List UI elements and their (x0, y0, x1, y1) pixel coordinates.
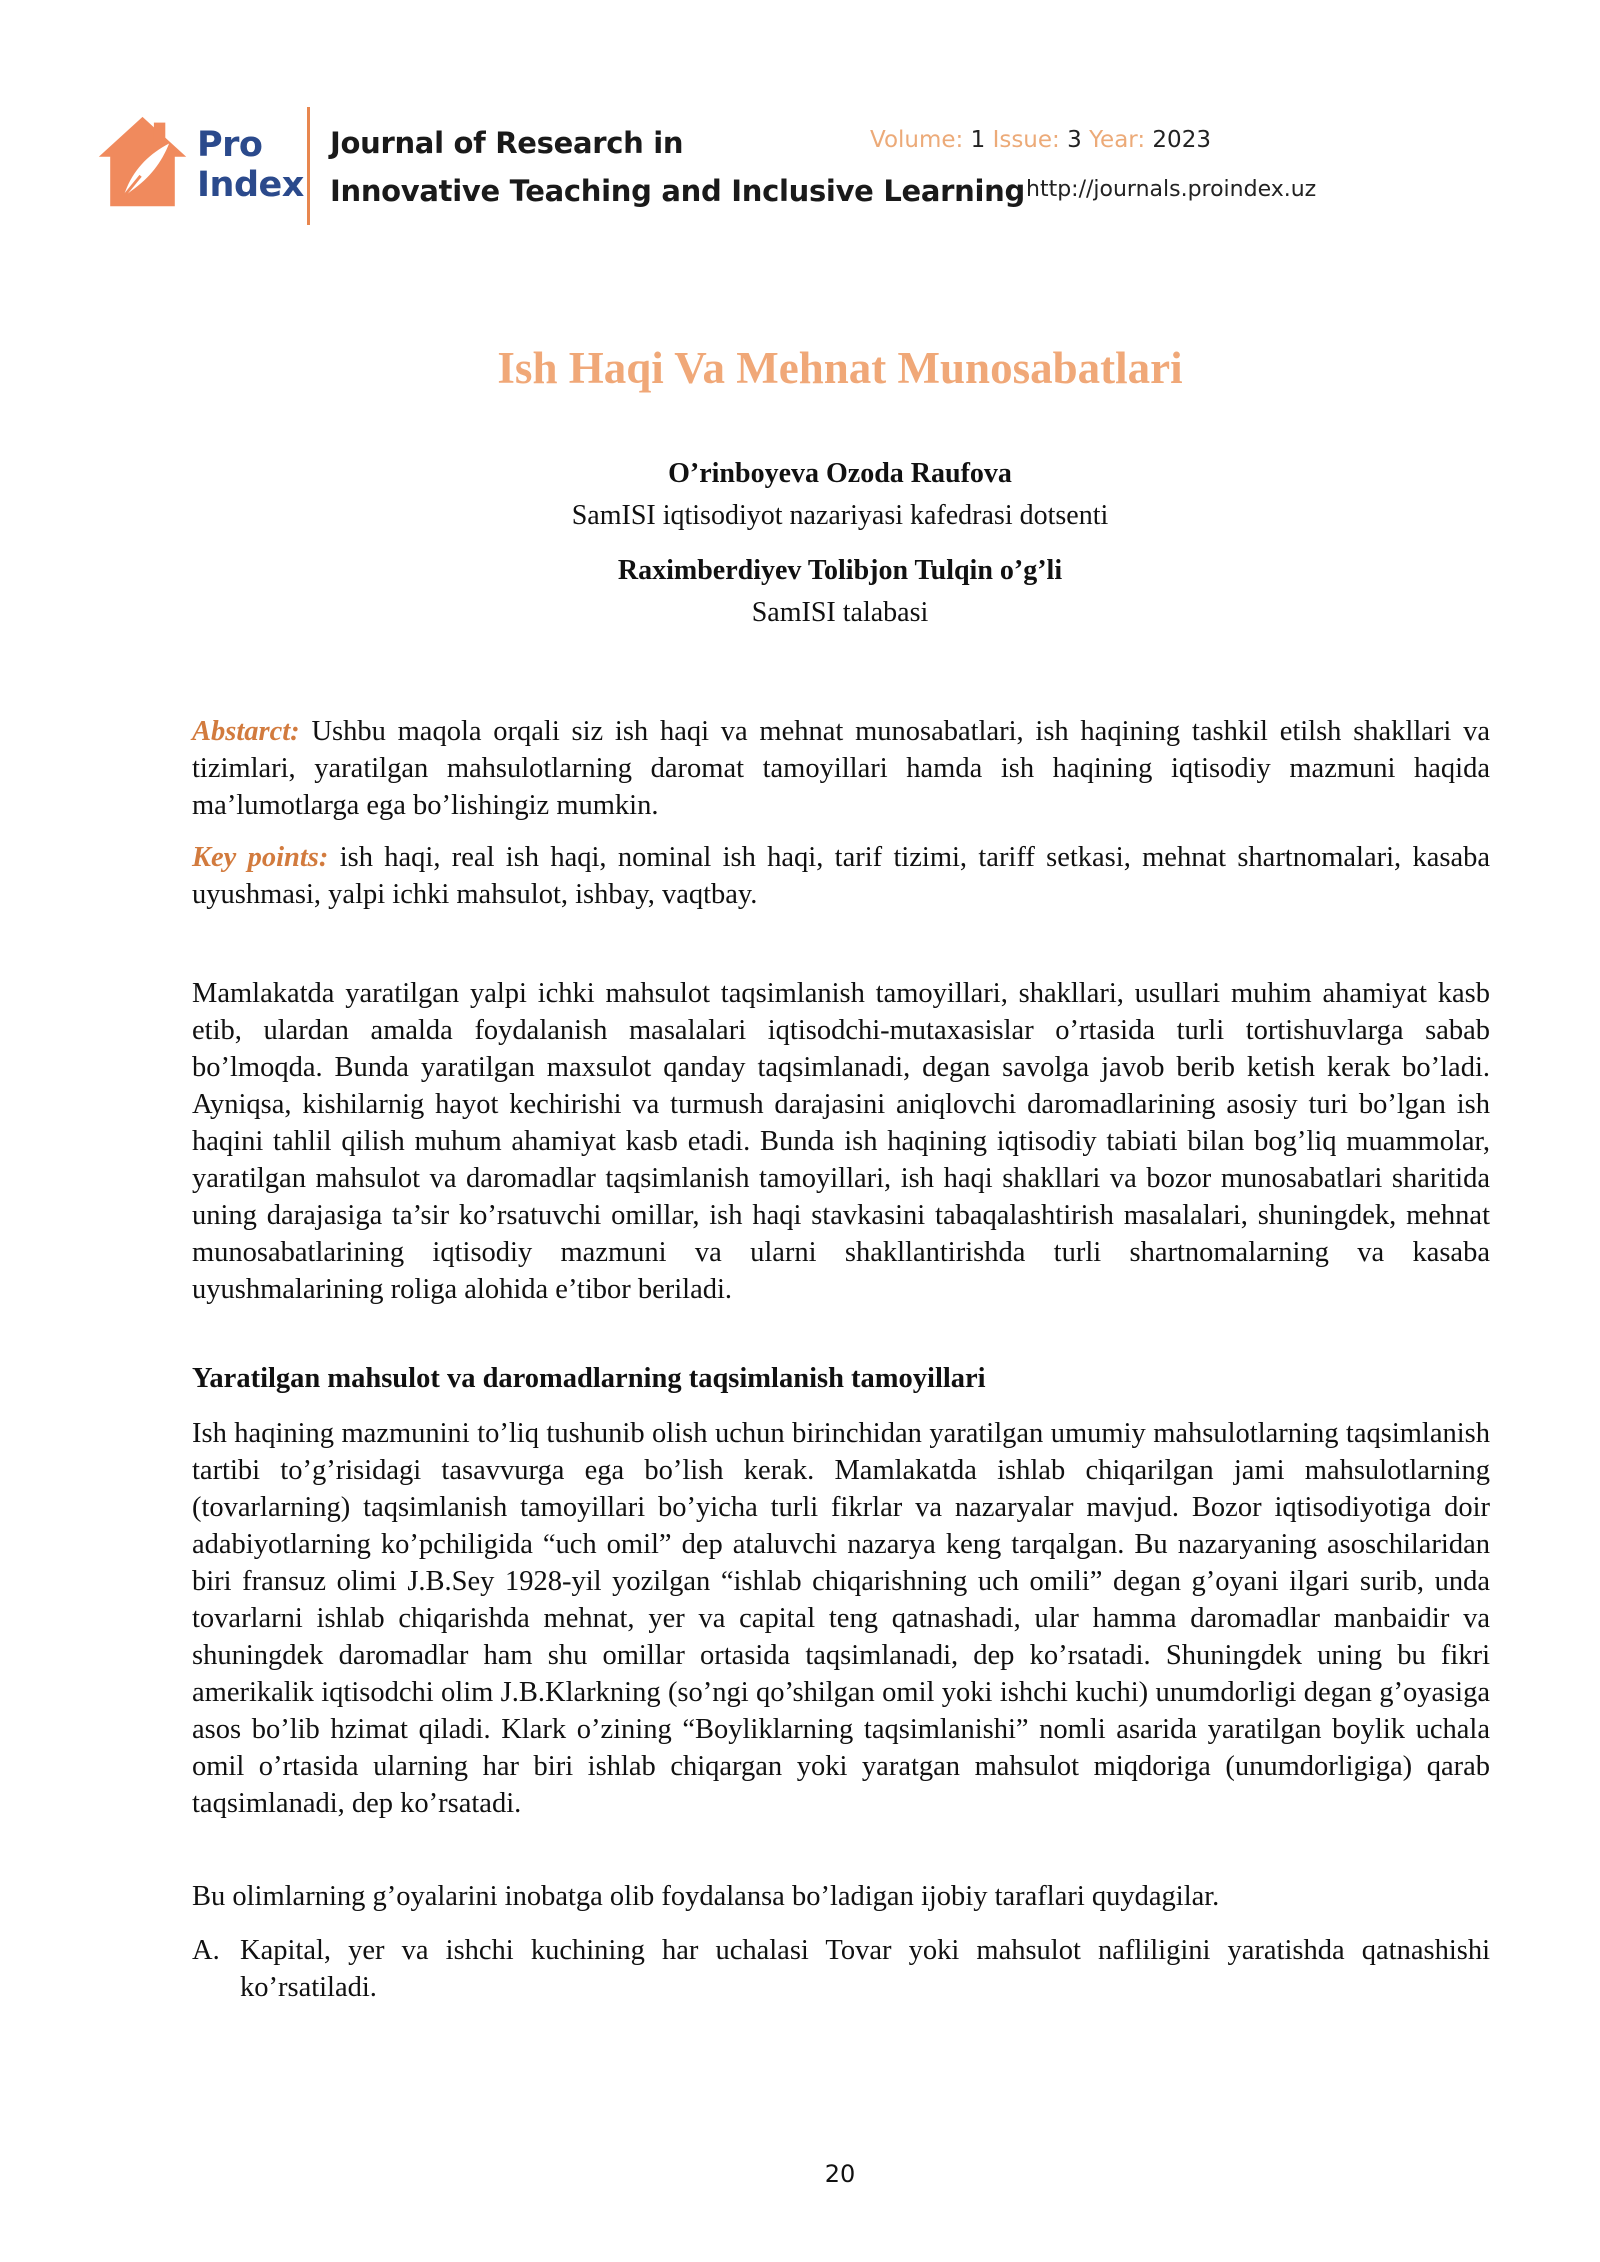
body-paragraph-1: Mamlakatda yaratilgan yalpi ichki mahsulot taqsimlanish tamoyillari, shakllari, usullari muhim ahamiyat kasb etib, ulardan amalda foydalanish masalalari iqtisodchi-mutaxasislar o’rtasida turli tortishuvlarga sabab bo’lmoqda. Bunda yaratilgan maxsulot qanday taqsimlanadi, degan savolga javob berib ketish kerak bo’ladi. Ayniqsa, kishilarnig hayot kechirishi va turmush darajasini aniqlovchi daromadlarining asosiy turi bo’lgan ish haqini tahlil qilish muhum ahamiyat kasb etadi. Bunda ish haqining iqtisodiy tabiati bilan bog’liq muammolar, yaratilgan mahsulot va daromadlar taqsimlanish tamoyillari, ish haqi shakllari va bozor munosabatlari sharitida uning darajasiga ta’sir ko’rsatuvchi omillar, ish haqi stavkasini tabaqalashtirish masalalari, shuningdek, mehnat munosabatlarining iqtisodiy mazmuni va ularni shakllantirishda turli shartnomalarning va kasaba uyushmalarining roliga alohida e’tibor beriladi. (192, 978, 1490, 1305)
issue-label: Issue: (992, 127, 1060, 153)
volume-label: Volume: (870, 127, 964, 153)
key-points (192, 839, 1490, 913)
year-label: Year: (1089, 127, 1146, 153)
abstract (192, 713, 1490, 824)
journal-header (95, 105, 1335, 225)
list-marker: A. (192, 1935, 220, 1966)
author-name-1: O’rinboyeva Ozoda Raufova (668, 458, 1012, 489)
body-paragraph-3: Bu olimlarning g’oyalarini inobatga olib foydalansa bo’ladigan ijobiy taraflari quydagilar. (192, 1881, 1220, 1912)
list-item-text: Kapital, yer va ishchi kuchining har uchalasi Tovar yoki mahsulot nafliligini yaratishda qatnashishi ko’rsatiladi. (240, 1935, 1490, 2003)
key-points-label: Key points: (192, 842, 329, 873)
journal-line-1: Journal of Research in (330, 126, 684, 160)
header-divider (307, 107, 310, 225)
year-value: 2023 (1152, 127, 1211, 153)
key-points-text: ish haqi, real ish haqi, nominal ish haqi, tarif tizimi, tariff setkasi, mehnat shartnomalari, kasaba uyushmasi, yalpi ichki mahsulot, ishbay, vaqtbay. (192, 842, 1490, 910)
author-affiliation-2: SamISI talabasi (751, 597, 929, 628)
logo-line-1: Pro (197, 125, 263, 165)
author-name-2: Raximberdiyev Tolibjon Tulqin o’g’li (617, 555, 1063, 586)
article-title: Ish Haqi Va Mehnat Munosabatlari (497, 343, 1183, 393)
journal-line-2: Innovative Teaching and Inclusive Learning (330, 174, 1025, 208)
author-affiliation-1: SamISI iqtisodiyot nazariyasi kafedrasi dotsenti (571, 500, 1109, 531)
section-heading: Yaratilgan mahsulot va daromadlarning taqsimlanish tamoyillari (192, 1363, 986, 1394)
house-quill-icon (95, 115, 190, 210)
journal-url-link[interactable]: http://journals.proindex.uz (1026, 177, 1317, 202)
abstract-label: Abstarct: (192, 716, 300, 747)
issue-meta (870, 127, 1211, 153)
brand-logo-text (197, 125, 304, 205)
logo-line-2: Index (197, 165, 304, 205)
volume-value: 1 (970, 127, 986, 153)
issue-value: 3 (1067, 127, 1082, 153)
abstract-text: Ushbu maqola orqali siz ish haqi va mehnat munosabatlari, ish haqining tashkil etilsh shakllari va tizimlari, yaratilgan mahsulotlarning daromat tamoyillari hamda ish haqining iqtisodiy mazmuni haqida ma’lumotlarga ega bo’lishingiz mumkin. (192, 716, 1490, 821)
body-paragraph-2: Ish haqining mazmunini to’liq tushunib olish uchun birinchidan yaratilgan umumiy mahsulotlarning taqsimlanish tartibi to’g’risidagi tasavvurga ega bo’lish kerak. Mamlakatda ishlab chiqarilgan jami mahsulotlarning (tovarlarning) taqsimlanish tamoyillari bo’yicha turli fikrlar va nazaryalar mavjud. Bozor iqtisodiyotiga doir adabiyotlarning ko’pchiligida “uch omil” dep ataluvchi nazarya keng tarqalgan. Bu nazaryaning asoschilaridan biri fransuz olimi J.B.Sey 1928-yil yozilgan “ishlab chiqarishning uch omili” degan g’oyani ilgari surib, unda tovarlarni ishlab chiqarishda mehnat, yer va capital teng qatnashadi, ular hamma daromadlar manbaidir va shuningdek daromadlar ham shu omillar ortasida taqsimlanadi, dep ko’rsatadi. Shuningdek uning bu fikri amerikalik iqtisodchi olim J.B.Klarkning (so’ngi qo’shilgan omil yoki ishchi kuchi) unumdorligi degan g’oyasiga asos bo’lib hzimat qiladi. Klark o’zining “Boyliklarning taqsimlanishi” nomli asarida yaratilgan boylik uchala omil o’rtasida ularning har biri ishlab chiqargan yoki yaratgan mahsulot miqdoriga (unumdorligiga) qarab taqsimlanadi, dep ko’rsatadi. (192, 1418, 1490, 1819)
page-number: 20 (824, 2160, 856, 2188)
